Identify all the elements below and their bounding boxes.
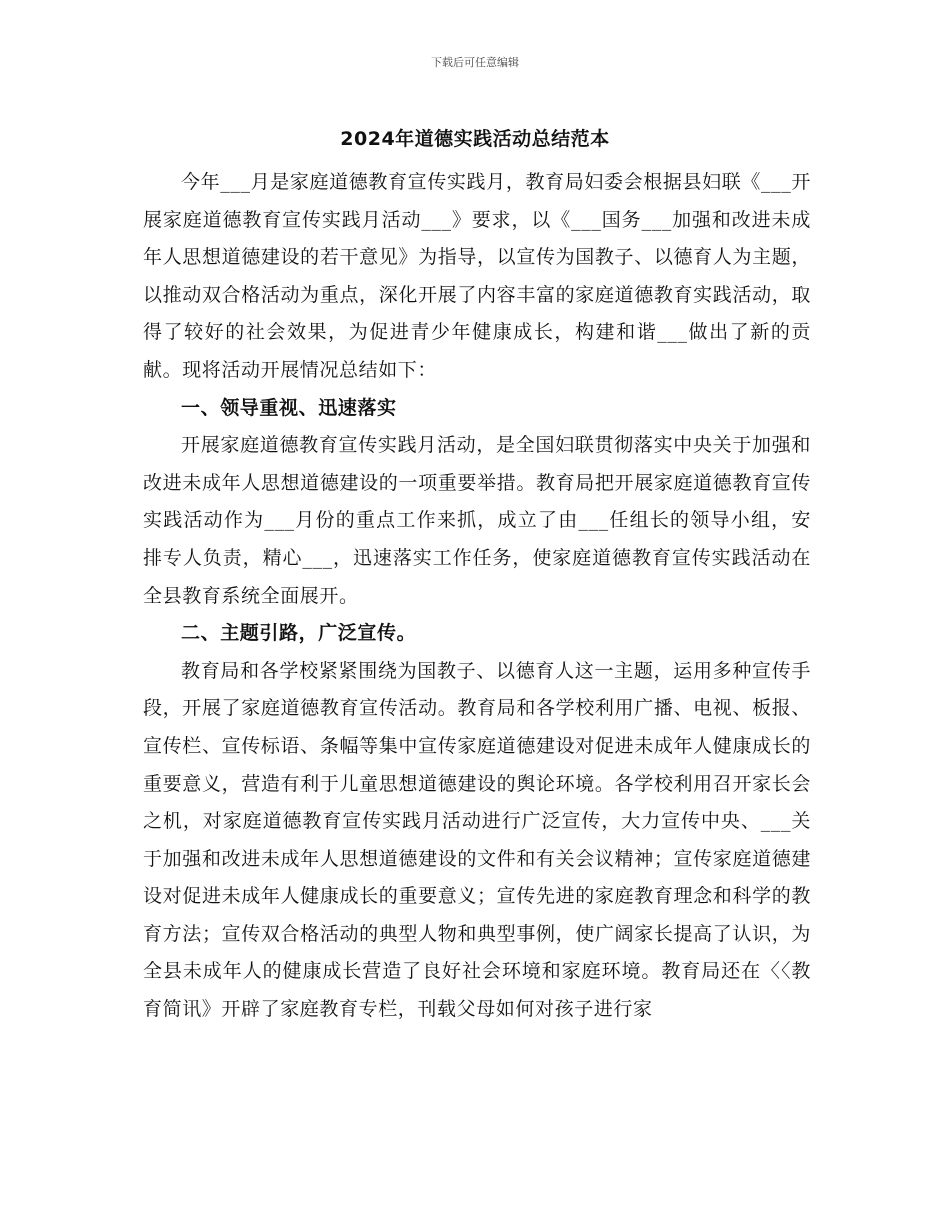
document-body xyxy=(143,164,811,1029)
document-title: 2024年道德实践活动总结范本 xyxy=(340,128,610,150)
section-1-paragraph: 开展家庭道德教育宣传实践月活动，是全国妇联贯彻落实中央关于加强和改进未成年人思想道德建设的一项重要举措。教育局把开展家庭道德教育宣传实践活动作为___月份的重点工作来抓，成立了由___任组长的领导小组，安排专人负责，精心___，迅速落实工作任务，使家庭道德教育宣传实践活动在全县教育系统全面展开。 xyxy=(143,434,811,607)
section-heading-2: 二、主题引路，广泛宣传。 xyxy=(181,622,417,645)
intro-paragraph: 今年___月是家庭道德教育宣传实践月，教育局妇委会根据县妇联《___开展家庭道德教育宣传实践月活动___》要求，以《___国务___加强和改进未成年人思想道德建设的若干意见》为指导，以宣传为国教子、以德育人为主题，以推动双合格活动为重点，深化开展了内容丰富的家庭道德教育实践活动，取得了较好的社会效果，为促进青少年健康成长，构建和谐___做出了新的贡献。现将活动开展情况总结如下： xyxy=(143,171,811,381)
section-2-paragraph: 教育局和各学校紧紧围绕为国教子、以德育人这一主题，运用多种宣传手段，开展了家庭道德教育宣传活动。教育局和各学校利用广播、电视、板报、宣传栏、宣传标语、条幅等集中宣传家庭道德建设对促进未成年人健康成长的重要意义，营造有利于儿童思想道德建设的舆论环境。各学校利用召开家长会之机，对家庭道德教育宣传实践月活动进行广泛宣传，大力宣传中央、___关于加强和改进未成年人思想道德建设的文件和有关会议精神；宣传家庭道德建设对促进未成年人健康成长的重要意义；宣传先进的家庭教育理念和科学的教育方法；宣传双合格活动的典型人物和典型事例，使广阔家长提高了认识，为全县未成年人的健康成长营造了良好社会环境和家庭环境。教育局还在〈〈教育简讯》开辟了家庭教育专栏，刊载父母如何对孩子进行家 xyxy=(143,659,811,1021)
section-heading-1: 一、领导重视、迅速落实 xyxy=(181,396,397,419)
header-note: 下载后可任意编辑 xyxy=(431,56,519,69)
